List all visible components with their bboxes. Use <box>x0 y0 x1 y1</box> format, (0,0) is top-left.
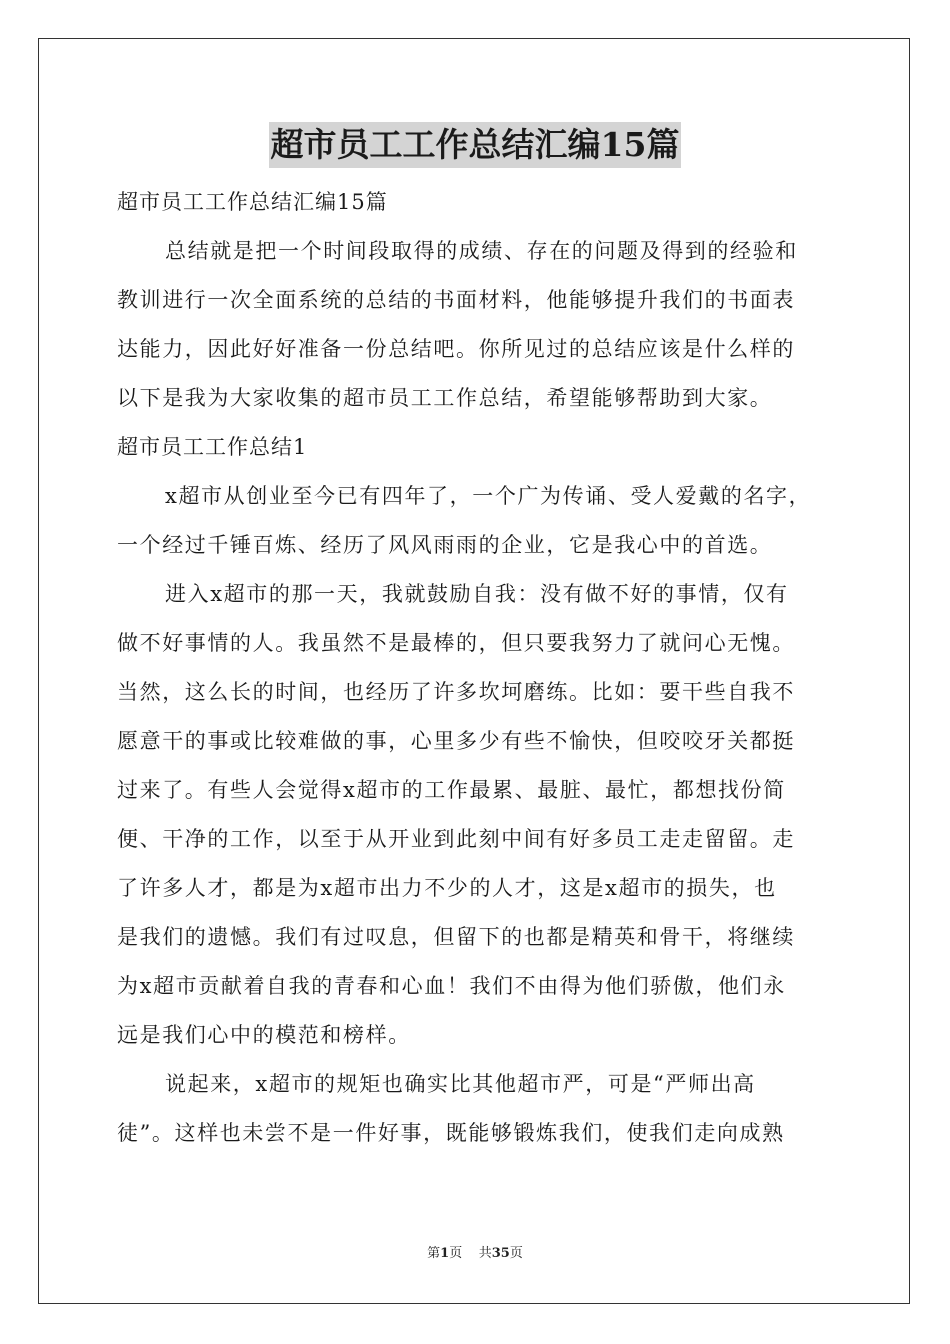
page-number: 1 <box>440 1246 450 1261</box>
title-container <box>0 122 950 168</box>
paragraph-line: 徒”。这样也未尝不是一件好事，既能够锻炼我们，使我们走向成熟 <box>117 1121 785 1145</box>
paragraph-line: 说起来，x超市的规矩也确实比其他超市严，可是“严师出高 <box>165 1072 756 1096</box>
paragraph-line: 总结就是把一个时间段取得的成绩、存在的问题及得到的经验和 <box>165 239 798 263</box>
paragraph-line: 是我们的遗憾。我们有过叹息，但留下的也都是精英和骨干，将继续 <box>117 925 795 949</box>
page-suffix: 页 <box>449 1246 463 1261</box>
paragraph-line: 过来了。有些人会觉得x超市的工作最累、最脏、最忙，都想找份简 <box>117 778 786 802</box>
intro-paragraph <box>117 227 837 423</box>
paragraph-line: 进入x超市的那一天，我就鼓励自我：没有做不好的事情，仅有 <box>165 582 789 606</box>
document-body <box>117 178 837 1158</box>
page-footer <box>0 1245 950 1263</box>
paragraph-line: 远是我们心中的模范和榜样。 <box>117 1023 411 1047</box>
paragraph-line: 做不好事情的人。我虽然不是最棒的，但只要我努力了就问心无愧。 <box>117 631 795 655</box>
total-suffix: 页 <box>509 1246 523 1261</box>
paragraph-line: 当然，这么长的时间，也经历了许多坎坷磨练。比如：要干些自我不 <box>117 680 795 704</box>
document-subtitle: 超市员工工作总结汇编15篇 <box>117 190 388 214</box>
paragraph-line: 为x超市贡献着自我的青春和心血！我们不由得为他们骄傲，他们永 <box>117 974 786 998</box>
paragraph-line: 教训进行一次全面系统的总结的书面材料，他能够提升我们的书面表 <box>117 288 795 312</box>
total-prefix: 共 <box>478 1246 492 1261</box>
document-title: 超市员工工作总结汇编15篇 <box>269 122 682 168</box>
section-paragraph-1 <box>117 472 837 570</box>
paragraph-line: 以下是我为大家收集的超市员工工作总结，希望能够帮助到大家。 <box>117 386 773 410</box>
paragraph-line: 达能力，因此好好准备一份总结吧。你所见过的总结应该是什么样的 <box>117 337 795 361</box>
section-paragraph-3 <box>117 1060 837 1158</box>
section-heading: 超市员工工作总结1 <box>117 435 308 459</box>
page-prefix: 第 <box>427 1246 441 1261</box>
paragraph-line: 愿意干的事或比较难做的事，心里多少有些不愉快，但咬咬牙关都挺 <box>117 729 795 753</box>
paragraph-line: x超市从创业至今已有四年了，一个广为传诵、受人爱戴的名字， <box>165 484 812 508</box>
section-paragraph-2 <box>117 570 837 1060</box>
paragraph-line: 便、干净的工作，以至于从开业到此刻中间有好多员工走走留留。走 <box>117 827 795 851</box>
paragraph-line: 一个经过千锤百炼、经历了风风雨雨的企业，它是我心中的首选。 <box>117 533 773 557</box>
total-pages: 35 <box>491 1246 510 1261</box>
paragraph-line: 了许多人才，都是为x超市出力不少的人才，这是x超市的损失，也 <box>117 876 777 900</box>
